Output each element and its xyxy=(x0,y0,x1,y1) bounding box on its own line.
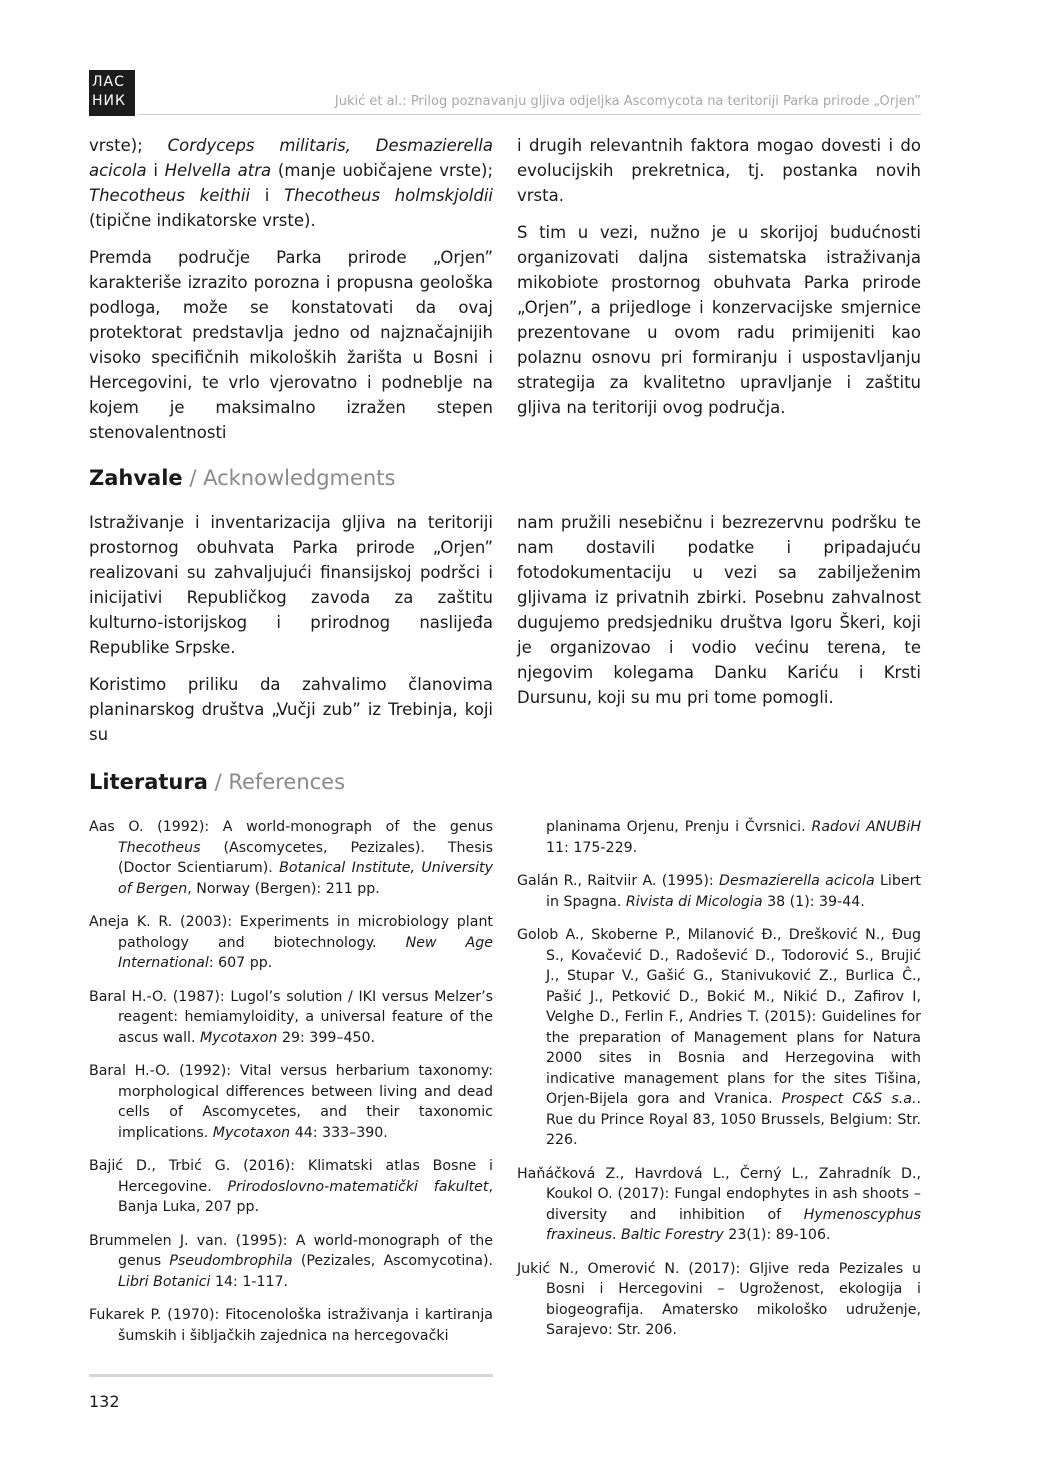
body-paragraph: vrste); Cordyceps militaris, Desmazierella acicola i Helvella atra (manje uobičajene vrste); Thecotheus keithii i Thecotheus holmskjoldii (tipične indikatorske vrste). xyxy=(89,136,494,230)
reference-item: Galán R., Raitviir A. (1995): Desmazierella acicola Libert in Spagna. Rivista di Micologia 38 (1): 39-44. xyxy=(517,873,921,910)
body-right-column xyxy=(517,133,921,432)
ack-paragraph: Istraživanje i inventarizacija gljiva na teritoriji prostornog obuhvata Parka prirode „Orjen” realizovani su zahvaljujući finansijskoj podršci i inicijativi Republičkog zavoda za zaštitu kulturno-istorijskog i prirodnog naslijeđa Republike Srpske. xyxy=(89,513,493,657)
reference-item: Golob A., Skoberne P., Milanović Đ., Drešković N., Đug S., Kovačević D., Radošević D., Todorović S., Brujić J., Stupar V., Gašić G., Stanivuković Z., Burlica Ĉ., Pašić J., Petković D., Bokić M., Nikić D., Zafirov I, Velghe D., Ferlin F., Andries T. (2015): Guidelines for the preparation of Management plans for Natura 2000 sites in Bosnia and Herzegovina with indicative management plans for the sites Tišina, Orjen-Bijela gora and Vranica. Prospect C&S s.a.. Rue du Prince Royal 83, 1050 Brussels, Belgium: Str. 226. xyxy=(517,927,921,1148)
references-right-column xyxy=(517,817,921,1354)
reference-item: Aneja K. R. (2003): Experiments in microbiology plant pathology and biotechnology. New Age International: 607 pp. xyxy=(89,914,493,971)
acknowledgments-heading: Zahvale / Acknowledgments xyxy=(89,466,396,490)
reference-item: Baral H.-O. (1992): Vital versus herbarium taxonomy: morphological differences between living and dead cells of Ascomycetes, and their taxonomic implications. Mycotaxon 44: 333–390. xyxy=(89,1063,493,1141)
body-paragraph: S tim u vezi, nužno je u skorijoj budućnosti organizovati daljna sistematska istraživanja mikobiote prostornog obuhvata Parka prirode „Orjen”, a prijedloge i konzervacijske smjernice prezentovane u ovom radu primijeniti kao polaznu osnovu pri formiranju i uspostavljanju strategija za kvalitetno upravljanje i zaštitu gljiva na teritoriji ovog područja. xyxy=(517,223,921,417)
references-left-column xyxy=(89,817,493,1359)
page-number: 132 xyxy=(89,1392,120,1411)
journal-logo xyxy=(89,70,135,116)
reference-item: Jukić N., Omerović N. (2017): Gljive reda Pezizales u Bosni i Hercegovini – Ugroženost, ekologija i biogeografija. Amatersko mikološko udruženje, Sarajevo: Str. 206. xyxy=(517,1260,921,1338)
body-paragraph: i drugih relevantnih faktora mogao dovesti i do evolucijskih prekretnica, tj. postanka novih vrsta. xyxy=(517,136,921,205)
footer-rule xyxy=(89,1374,493,1377)
logo-line-2: НИК xyxy=(92,93,126,109)
ack-paragraph: nam pružili nesebičnu i bezrezervnu podršku te nam dostavili podatke i pripadajuću fotodokumentaciju u vezi sa zabilježenim gljivama iz privatnih zbirki. Posebnu zahvalnost dugujemo predsjedniku društva Igoru Škeri, koji je organizovao i vodio većinu terena, te njegovim kolegama Danku Kariću i Krsti Dursunu, koji su mu pri tome pomogli. xyxy=(517,513,921,707)
logo-line-1: ЛАС xyxy=(92,74,125,90)
references-heading: Literatura / References xyxy=(89,770,346,794)
body-paragraph: Premda područje Parka prirode „Orjen” karakteriše izrazito porozna i propusna geološka podloga, može se konstatovati da ovaj protektorat predstavlja jedno od najznačajnijih visoko specifičnih mikoloških žarišta u Bosni i Hercegovini, te vrlo vjerovatno i podneblje na kojem je maksimalno izražen stepen stenovalentnosti xyxy=(89,248,493,442)
ack-paragraph: Koristimo priliku da zahvalimo članovima planinarskog društva „Vučji zub” iz Trebinja, koji su xyxy=(89,675,493,744)
header-rule xyxy=(138,114,921,115)
reference-item: Brummelen J. van. (1995): A world-monograph of the genus Pseudombrophila (Pezizales, Ascomycotina). Libri Botanici 14: 1-117. xyxy=(89,1232,493,1290)
ack-left-column xyxy=(89,510,493,759)
reference-item: Baral H.-O. (1987): Lugol’s solution / IKI versus Melzer’s reagent: hemiamyloidity, a universal feature of the ascus wall. Mycotaxon 29: 399–450. xyxy=(89,988,493,1046)
running-head: Jukić et al.: Prilog poznavanju gljiva odjeljka Ascomycota na teritoriji Parka prirode „Orjen” xyxy=(334,94,921,109)
ack-right-column xyxy=(517,510,921,722)
reference-item-continued: planinama Orjenu, Prenju i Čvrsnici. Radovi ANUBiH 11: 175-229. xyxy=(546,819,922,856)
reference-item: Fukarek P. (1970): Fitocenološka istraživanja i kartiranja šumskih i šibljačkih zajednica na hercegovački xyxy=(89,1307,493,1344)
reference-item: Bajić D., Trbić G. (2016): Klimatski atlas Bosne i Hercegovine. Prirodoslovno-matematički fakultet, Banja Luka, 207 pp. xyxy=(89,1158,493,1215)
body-left-column xyxy=(89,133,493,457)
reference-item: Aas O. (1992): A world-monograph of the genus Thecotheus (Ascomycetes, Pezizales). Thesis (Doctor Scientiarum). Botanical Institute, University of Bergen, Norway (Bergen): 211 pp. xyxy=(89,819,493,897)
reference-item: Haňáčková Z., Havrdová L., Černý L., Zahradník D., Koukol O. (2017): Fungal endophytes in ash shoots – diversity and inhibition of Hymenoscyphus fraxineus. Baltic Forestry 23(1): 89-106. xyxy=(517,1165,921,1243)
